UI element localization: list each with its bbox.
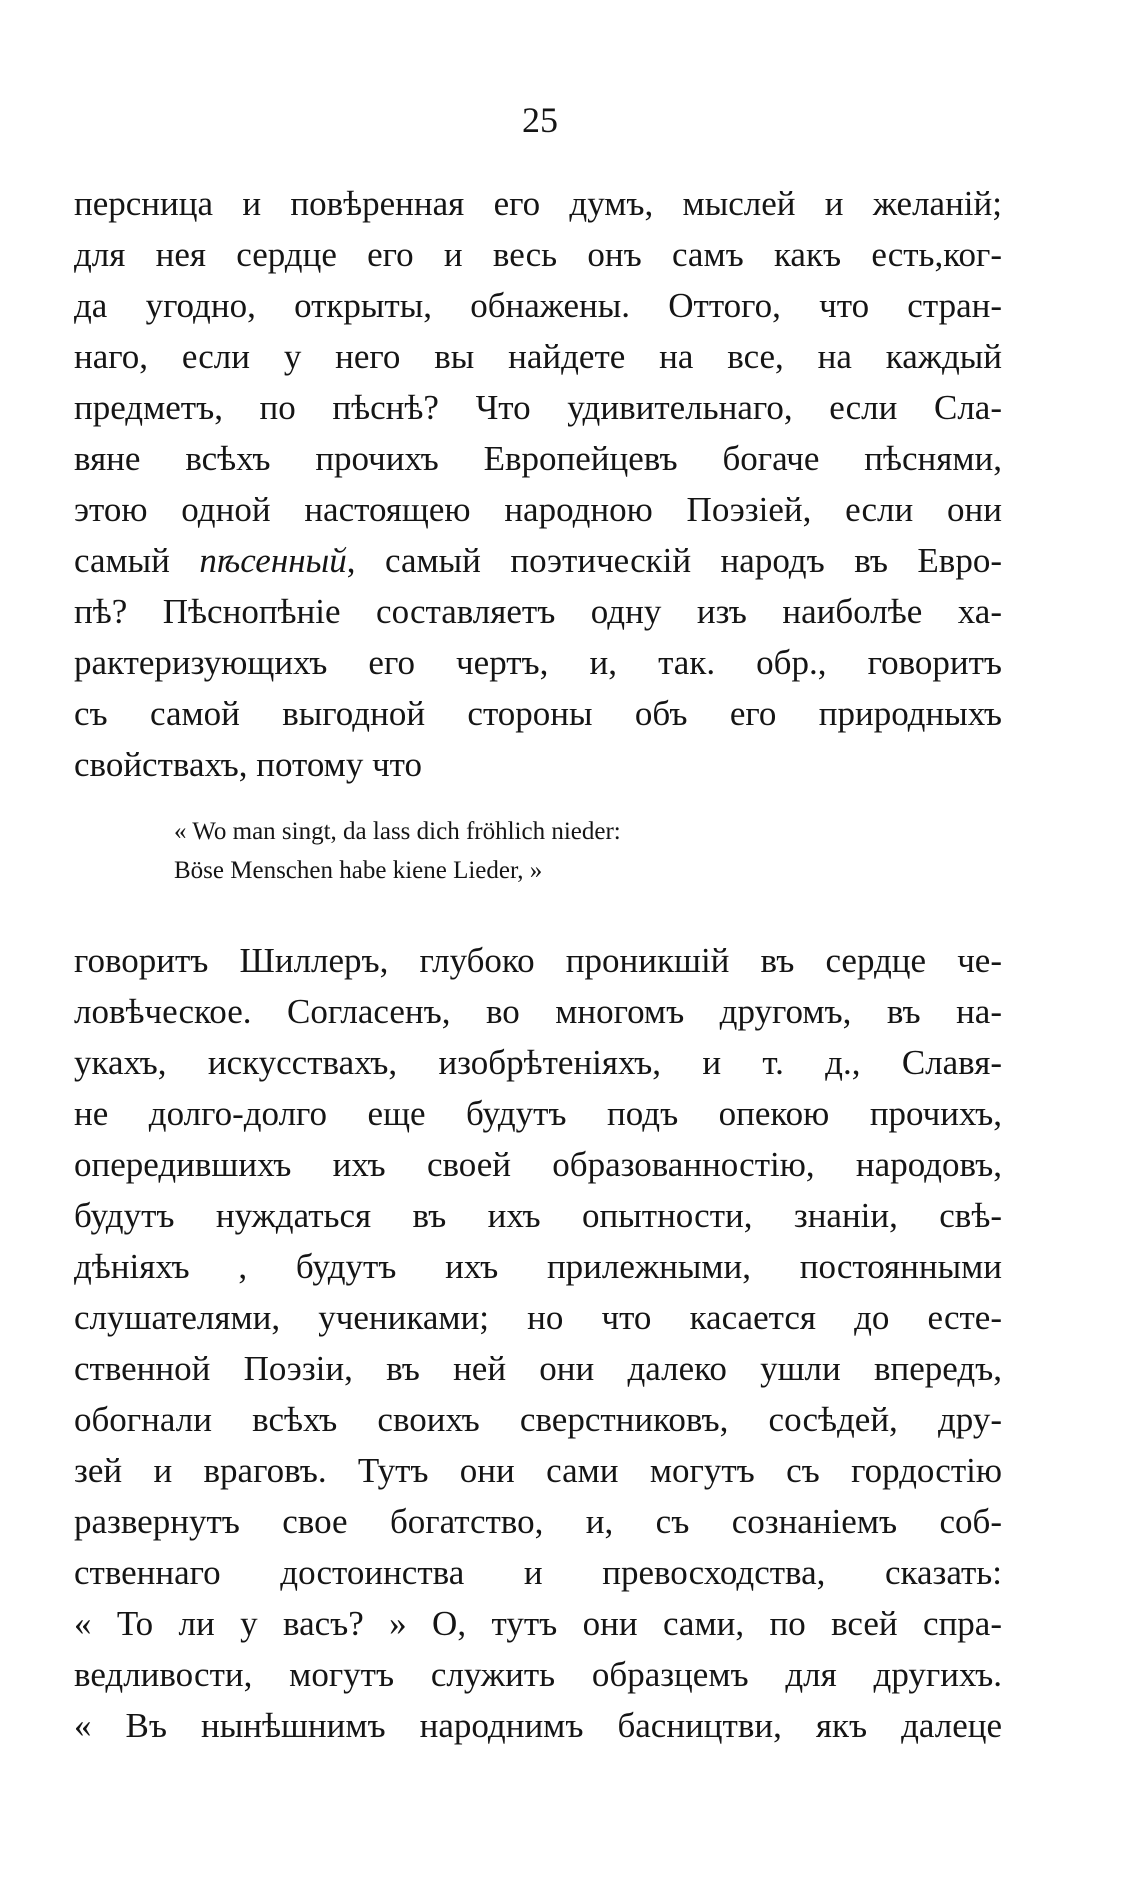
page-number: 25 [522,100,558,140]
text-line: развернутъ свое богатство, и, съ сознаніемъ соб- [74,1502,1002,1541]
paragraph-1 [74,178,1002,790]
text-line: слушателями, учениками; но что касается до есте- [74,1298,1002,1337]
text-line: предметъ, по пѣснѣ? Что удивительнаго, если Сла- [74,388,1002,427]
quote-line: Böse Menschen habe kiene Lieder, » [174,857,543,884]
text-line: будутъ нуждаться въ ихъ опытности, знаніи, свѣ- [74,1196,1002,1235]
text-segment: самый [74,541,200,580]
text-line: ственной Поэзіи, въ ней они далеко ушли впередъ, [74,1349,1002,1388]
text-segment: , самый поэтическій народъ въ Евро- [346,541,1002,580]
text-line: укахъ, искусствахъ, изобрѣтеніяхъ, и т. д., Славя- [74,1043,1002,1082]
text-line: наго, если у него вы найдете на все, на каждый [74,337,1002,376]
text-line: обогнали всѣхъ своихъ сверстниковъ, сосѣдей, дру- [74,1400,1002,1439]
text-line: рактеризующихъ его чертъ, и, так. обр., говоритъ [74,643,1002,682]
text-line: не долго-долго еще будутъ подъ опекою прочихъ, [74,1094,1002,1133]
text-line: « Въ нынѣшнимъ народнимъ басництви, якъ далеце [74,1706,1002,1745]
text-line: для нея сердце его и весь онъ самъ какъ есть,ког- [74,235,1002,274]
text-line: этою одной настоящею народною Поэзіей, если они [74,490,1002,529]
text-line: ведливости, могутъ служить образцемъ для другихъ. [74,1655,1002,1694]
text-line: ственнаго достоинства и превосходства, сказать: [74,1553,1002,1592]
text-line: персница и повѣренная его думъ, мыслей и желаній; [74,184,1002,223]
text-line: ловѣческое. Согласенъ, во многомъ другомъ, въ на- [74,992,1002,1031]
text-line: « То ли у васъ? » О, тутъ они сами, по всей спра- [74,1604,1002,1643]
text-line: да угодно, открыты, обнажены. Оттого, что стран- [74,286,1002,325]
text-line: вяне всѣхъ прочихъ Европейцевъ богаче пѣснями, [74,439,1002,478]
text-line: свойствахъ, потому что [74,745,423,784]
text-line [74,535,1002,586]
text-line: съ самой выгодной стороны объ его природныхъ [74,694,1002,733]
text-line: пѣ? Пѣснопѣніе составляетъ одну изъ наиболѣе ха- [74,592,1002,631]
paragraph-2 [74,935,1002,1751]
text-line: говоритъ Шиллеръ, глубоко проникшій въ сердце че- [74,941,1002,980]
text-line: зей и враговъ. Тутъ они сами могутъ съ гордостію [74,1451,1002,1490]
schiller-quote [174,812,794,890]
text-line: дѣніяхъ , будутъ ихъ прилежными, постоянными [74,1247,1002,1286]
text-line: опередившихъ ихъ своей образованностію, народовъ, [74,1145,1002,1184]
quote-line: « Wo man singt, da lass dich fröhlich nieder: [174,818,621,845]
italic-word: пѣсенный [199,541,347,580]
